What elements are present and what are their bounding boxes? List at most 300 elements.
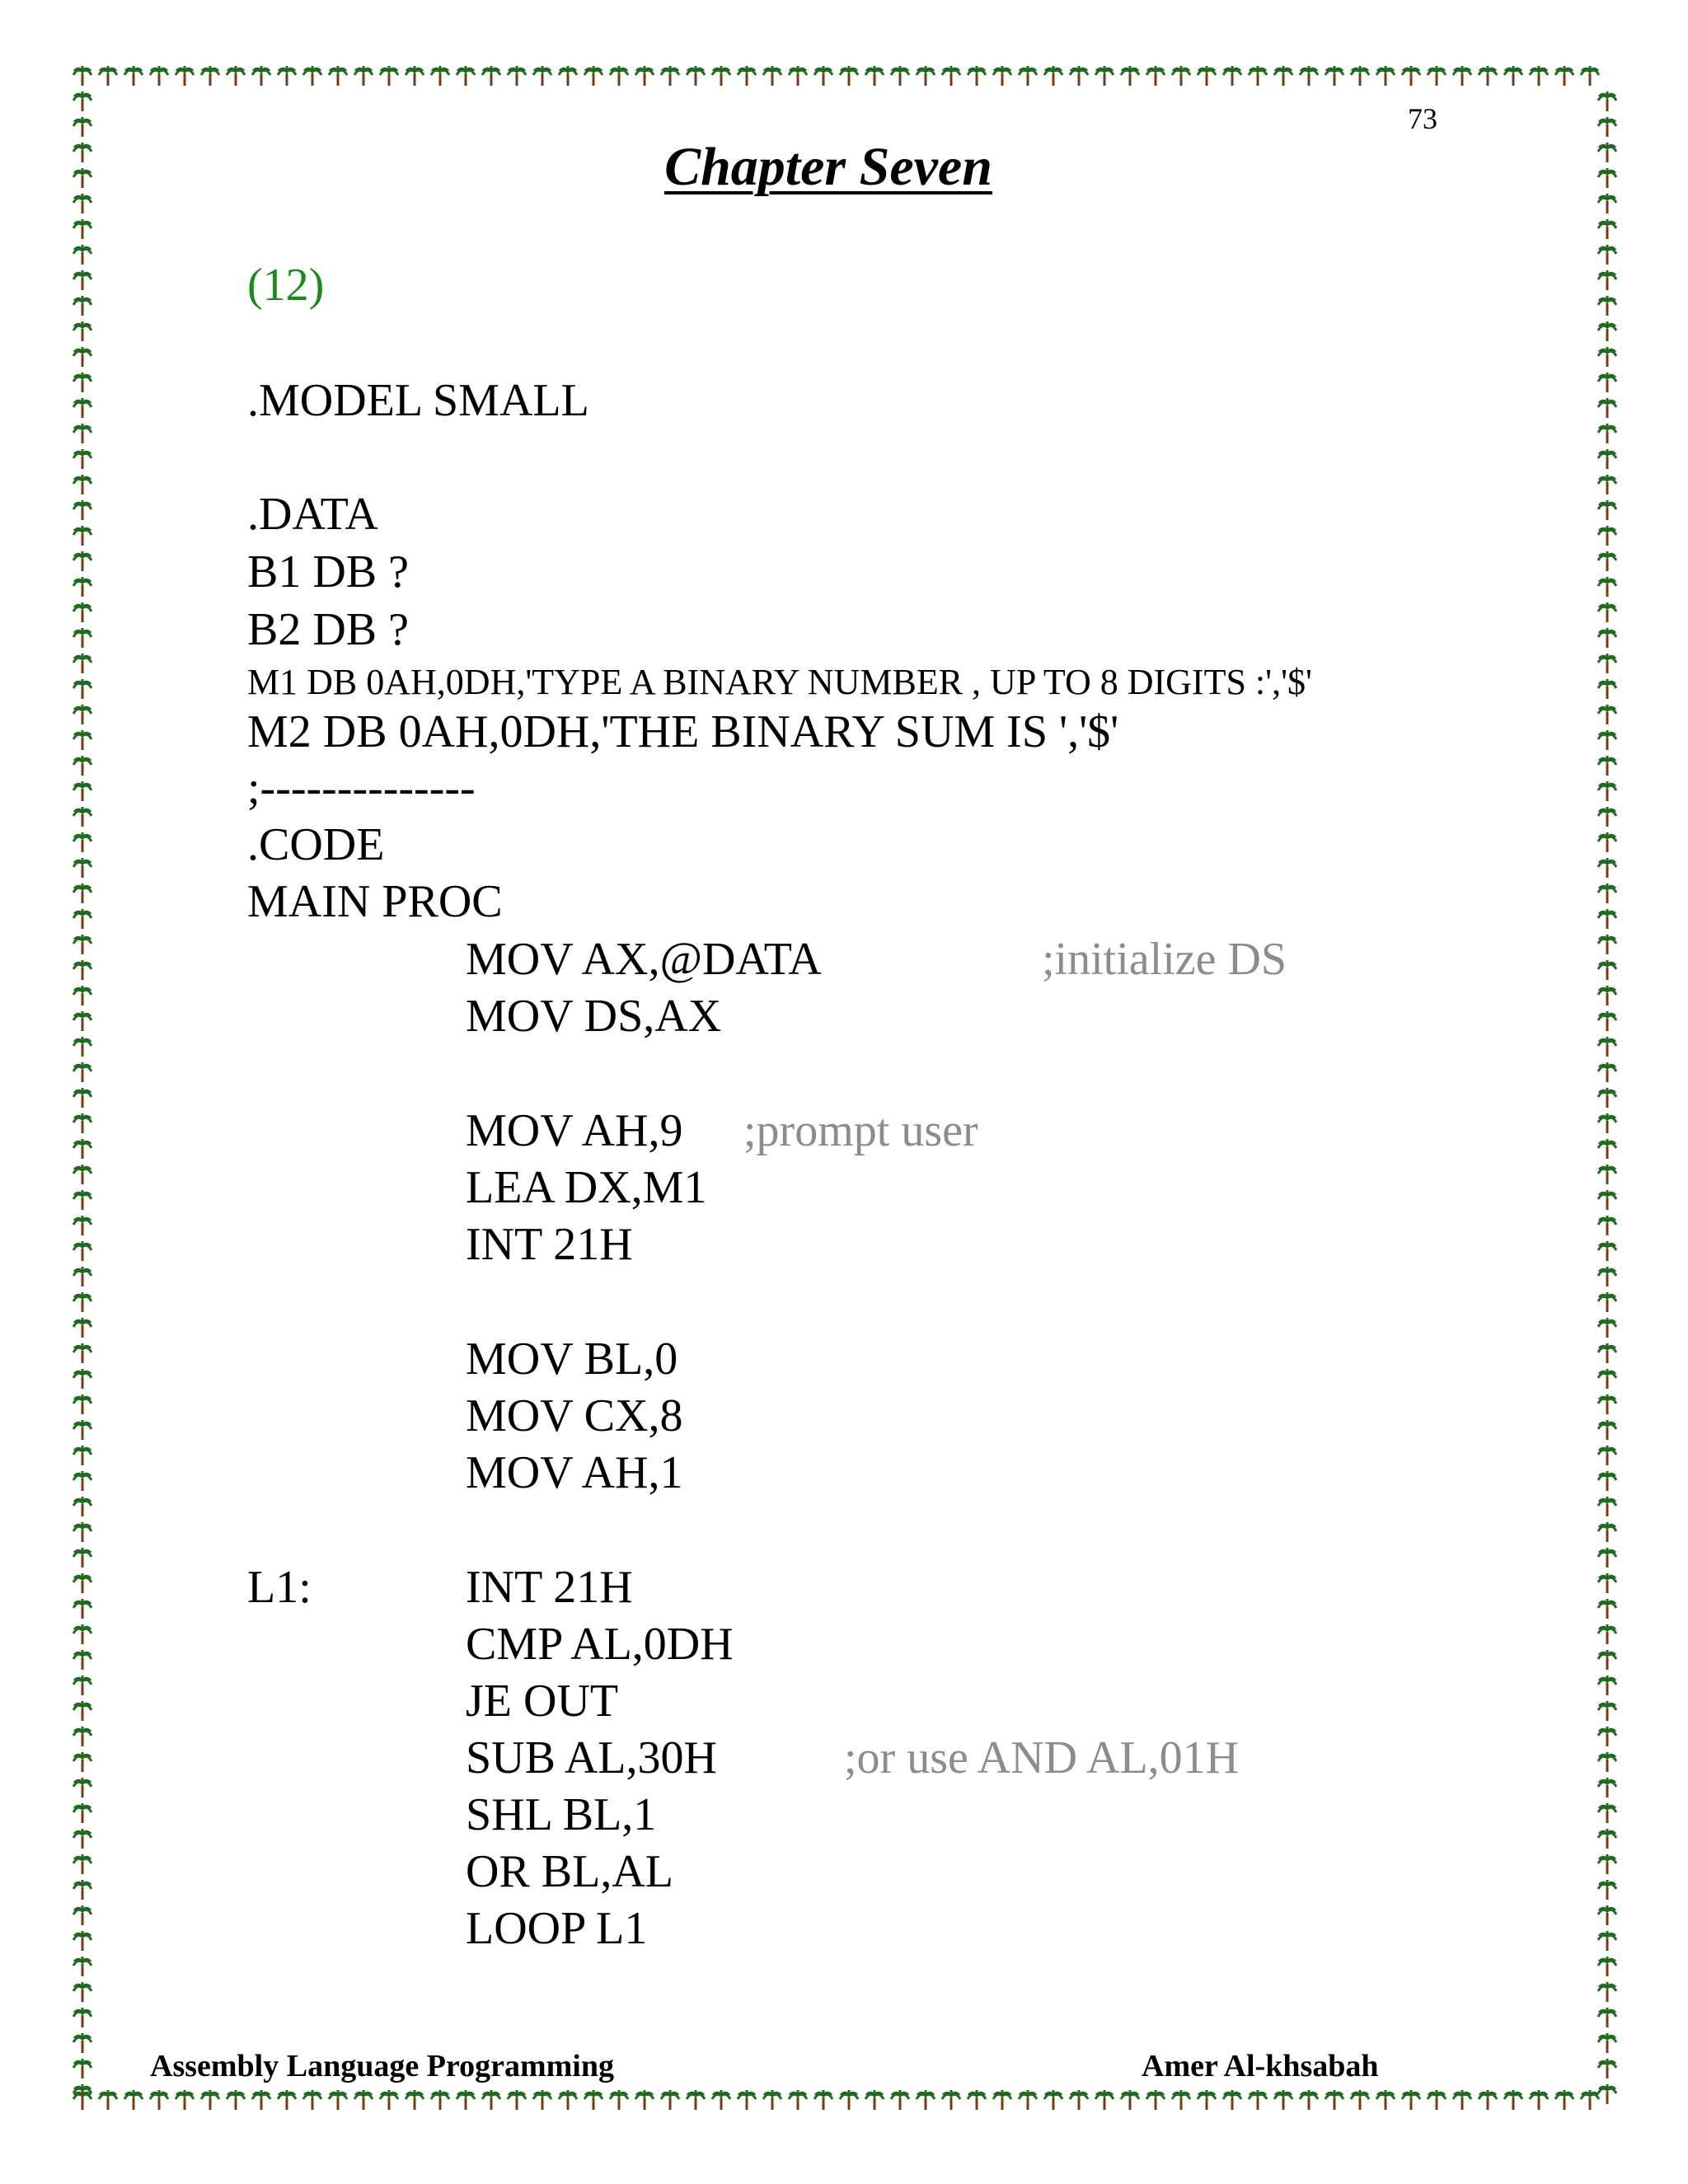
- palm-tree-icon: [993, 66, 1011, 86]
- palm-tree-icon: [1453, 66, 1471, 86]
- code-model-line: .MODEL SMALL: [247, 375, 589, 426]
- palm-tree-icon: [73, 219, 91, 239]
- palm-tree-icon: [635, 66, 654, 86]
- palm-tree-icon: [1095, 66, 1114, 86]
- palm-tree-icon: [278, 2090, 296, 2110]
- palm-tree-icon: [1598, 219, 1616, 239]
- page-number: 73: [1408, 102, 1437, 135]
- palm-tree-icon: [1598, 1624, 1616, 1644]
- palm-tree-icon: [73, 475, 91, 494]
- palm-tree-icon: [687, 2090, 705, 2110]
- palm-tree-icon: [508, 2090, 526, 2110]
- palm-tree-icon: [1598, 2008, 1616, 2027]
- palm-tree-icon: [1598, 424, 1616, 443]
- palm-tree-icon: [73, 270, 91, 290]
- palm-tree-icon: [150, 2090, 168, 2110]
- code-data-directive: .DATA: [247, 489, 378, 540]
- palm-tree-icon: [1598, 628, 1616, 648]
- palm-tree-icon: [73, 1829, 91, 1849]
- palm-tree-icon: [917, 66, 935, 86]
- palm-tree-icon: [1274, 2090, 1292, 2110]
- comment-initialize-ds: ;initialize DS: [1042, 934, 1287, 985]
- palm-tree-icon: [814, 66, 832, 86]
- palm-tree-icon: [1300, 2090, 1318, 2110]
- palm-tree-icon: [1376, 2090, 1395, 2110]
- palm-tree-icon: [73, 1292, 91, 1312]
- palm-tree-icon: [1598, 2033, 1616, 2053]
- palm-tree-icon: [252, 66, 270, 86]
- palm-tree-icon: [1274, 66, 1292, 86]
- palm-tree-icon: [1598, 577, 1616, 597]
- palm-tree-icon: [73, 832, 91, 852]
- palm-tree-icon: [1598, 1011, 1616, 1031]
- chapter-title: Chapter Seven: [664, 137, 992, 197]
- palm-tree-icon: [73, 2059, 91, 2079]
- palm-tree-icon: [1598, 1931, 1616, 1951]
- palm-tree-icon: [1598, 654, 1616, 673]
- palm-tree-icon: [1598, 730, 1616, 750]
- palm-tree-icon: [380, 2090, 398, 2110]
- palm-tree-icon: [1598, 602, 1616, 622]
- palm-tree-icon: [73, 526, 91, 546]
- palm-tree-icon: [73, 883, 91, 903]
- palm-tree-icon: [303, 66, 321, 86]
- palm-tree-icon: [1581, 66, 1599, 86]
- palm-tree-icon: [73, 756, 91, 776]
- palm-tree-icon: [1598, 2059, 1616, 2079]
- palm-tree-icon: [73, 654, 91, 673]
- palm-tree-icon: [942, 2090, 960, 2110]
- palm-tree-icon: [227, 2090, 245, 2110]
- palm-tree-icon: [73, 1573, 91, 1593]
- code-or-bl: OR BL,AL: [466, 1846, 673, 1897]
- palm-tree-icon: [1598, 1599, 1616, 1619]
- palm-tree-icon: [789, 2090, 807, 2110]
- palm-tree-icon: [73, 551, 91, 571]
- palm-tree-icon: [1044, 66, 1062, 86]
- palm-tree-icon: [73, 296, 91, 316]
- palm-tree-icon: [380, 66, 398, 86]
- palm-tree-icon: [1598, 1880, 1616, 1900]
- code-mov-ah-9: MOV AH,9: [466, 1105, 683, 1156]
- palm-tree-icon: [1598, 960, 1616, 980]
- palm-tree-icon: [1598, 705, 1616, 724]
- palm-tree-icon: [1598, 1165, 1616, 1184]
- palm-tree-icon: [712, 2090, 730, 2110]
- palm-tree-icon: [1376, 66, 1395, 86]
- palm-tree-icon: [1598, 551, 1616, 571]
- palm-tree-icon: [1598, 1037, 1616, 1057]
- palm-tree-icon: [73, 373, 91, 392]
- palm-tree-icon: [73, 1420, 91, 1440]
- palm-tree-icon: [73, 730, 91, 750]
- footer-author: Amer Al-khsabah: [1142, 2049, 1379, 2083]
- palm-tree-icon: [73, 1241, 91, 1261]
- palm-tree-icon: [1598, 832, 1616, 852]
- palm-tree-icon: [1598, 1113, 1616, 1133]
- palm-tree-icon: [687, 66, 705, 86]
- palm-tree-icon: [1598, 1650, 1616, 1670]
- palm-tree-icon: [1095, 2090, 1114, 2110]
- palm-tree-icon: [73, 1343, 91, 1363]
- palm-tree-icon: [252, 2090, 270, 2110]
- palm-tree-icon: [329, 66, 347, 86]
- palm-tree-icon: [73, 909, 91, 929]
- palm-tree-icon: [1598, 398, 1616, 418]
- palm-tree-icon: [73, 66, 91, 86]
- code-cmp-al: CMP AL,0DH: [466, 1619, 734, 1670]
- palm-tree-icon: [1428, 2090, 1446, 2110]
- palm-tree-icon: [73, 1905, 91, 1925]
- code-b2-line: B2 DB ?: [247, 604, 409, 655]
- palm-tree-icon: [73, 1471, 91, 1491]
- code-int-21h-1: INT 21H: [466, 1219, 633, 1270]
- code-mov-ax-data: MOV AX,@DATA: [466, 934, 822, 985]
- palm-tree-icon: [1598, 1675, 1616, 1695]
- palm-tree-icon: [73, 2008, 91, 2027]
- palm-tree-icon: [1598, 1497, 1616, 1516]
- code-code-directive: .CODE: [247, 819, 385, 870]
- palm-tree-icon: [1530, 2090, 1548, 2110]
- palm-tree-icon: [73, 781, 91, 801]
- palm-tree-icon: [73, 1778, 91, 1797]
- palm-tree-icon: [1598, 1701, 1616, 1721]
- palm-tree-icon: [1598, 1420, 1616, 1440]
- palm-tree-icon: [1598, 117, 1616, 137]
- palm-tree-icon: [1598, 1292, 1616, 1312]
- palm-tree-icon: [1453, 2090, 1471, 2110]
- palm-tree-icon: [1598, 858, 1616, 878]
- palm-tree-icon: [1402, 2090, 1420, 2110]
- palm-tree-icon: [661, 66, 679, 86]
- palm-tree-icon: [1121, 2090, 1139, 2110]
- palm-tree-icon: [73, 1701, 91, 1721]
- palm-tree-icon: [124, 66, 143, 86]
- palm-tree-icon: [917, 2090, 935, 2110]
- palm-tree-icon: [1598, 1727, 1616, 1746]
- code-lea-dx-m1: LEA DX,M1: [466, 1162, 707, 1213]
- palm-tree-icon: [73, 1037, 91, 1057]
- palm-tree-icon: [968, 66, 986, 86]
- palm-tree-icon: [865, 66, 884, 86]
- palm-tree-icon: [73, 1548, 91, 1568]
- palm-tree-icon: [1598, 1088, 1616, 1108]
- palm-tree-icon: [559, 66, 577, 86]
- palm-tree-icon: [712, 66, 730, 86]
- palm-tree-icon: [1402, 66, 1420, 86]
- code-loop-l1: LOOP L1: [466, 1903, 648, 1954]
- code-main-proc: MAIN PROC: [247, 876, 503, 927]
- palm-tree-icon: [533, 66, 551, 86]
- palm-tree-icon: [73, 424, 91, 443]
- palm-tree-icon: [73, 1190, 91, 1210]
- code-je-out: JE OUT: [466, 1675, 619, 1727]
- palm-tree-icon: [303, 2090, 321, 2110]
- palm-tree-icon: [406, 66, 424, 86]
- palm-tree-icon: [1598, 2084, 1616, 2104]
- palm-tree-icon: [1598, 679, 1616, 699]
- palm-tree-icon: [73, 1650, 91, 1670]
- palm-tree-icon: [73, 1318, 91, 1338]
- palm-tree-icon: [73, 807, 91, 827]
- palm-tree-icon: [73, 1752, 91, 1772]
- palm-tree-icon: [1598, 935, 1616, 954]
- palm-tree-icon: [73, 1599, 91, 1619]
- palm-tree-icon: [1428, 66, 1446, 86]
- palm-tree-icon: [1479, 2090, 1497, 2110]
- palm-tree-icon: [176, 2090, 194, 2110]
- palm-tree-icon: [1598, 1854, 1616, 1874]
- palm-tree-icon: [1019, 2090, 1037, 2110]
- palm-tree-icon: [1300, 66, 1318, 86]
- palm-tree-icon: [124, 2090, 143, 2110]
- palm-tree-icon: [1172, 2090, 1190, 2110]
- palm-tree-icon: [406, 2090, 424, 2110]
- palm-tree-icon: [1121, 66, 1139, 86]
- palm-tree-icon: [73, 321, 91, 341]
- palm-tree-icon: [73, 705, 91, 724]
- code-mov-ah-1: MOV AH,1: [466, 1447, 683, 1498]
- palm-tree-icon: [1598, 1752, 1616, 1772]
- palm-tree-icon: [227, 66, 245, 86]
- palm-tree-icon: [1598, 347, 1616, 367]
- palm-tree-icon: [73, 1982, 91, 2002]
- palm-tree-icon: [1044, 2090, 1062, 2110]
- comment-or-use-and: ;or use AND AL,01H: [844, 1732, 1240, 1783]
- palm-tree-icon: [1598, 500, 1616, 520]
- palm-tree-icon: [610, 66, 628, 86]
- palm-tree-icon: [73, 500, 91, 520]
- palm-tree-icon: [1223, 2090, 1241, 2110]
- palm-tree-icon: [1598, 1216, 1616, 1235]
- palm-tree-icon: [73, 1216, 91, 1235]
- code-m1-line: M1 DB 0AH,0DH,'TYPE A BINARY NUMBER , UP TO 8 DIGITS :','$': [247, 662, 1312, 702]
- palm-tree-icon: [1598, 756, 1616, 776]
- palm-tree-icon: [354, 66, 373, 86]
- palm-tree-icon: [1598, 1905, 1616, 1925]
- palm-tree-icon: [559, 2090, 577, 2110]
- palm-tree-icon: [482, 2090, 500, 2110]
- code-b1-line: B1 DB ?: [247, 546, 409, 598]
- palm-tree-icon: [73, 398, 91, 418]
- comment-prompt-user: ;prompt user: [743, 1105, 978, 1156]
- palm-tree-icon: [508, 66, 526, 86]
- palm-tree-icon: [1598, 91, 1616, 111]
- code-separator: ;--------------: [247, 762, 476, 813]
- palm-tree-icon: [1555, 2090, 1573, 2110]
- palm-tree-icon: [1598, 909, 1616, 929]
- palm-tree-icon: [73, 1522, 91, 1542]
- palm-tree-icon: [763, 66, 781, 86]
- palm-tree-icon: [1351, 66, 1369, 86]
- palm-tree-icon: [73, 449, 91, 469]
- palm-tree-icon: [73, 960, 91, 980]
- palm-tree-icon: [635, 2090, 654, 2110]
- palm-tree-icon: [73, 1931, 91, 1951]
- palm-tree-icon: [1598, 1139, 1616, 1159]
- palm-tree-icon: [73, 1854, 91, 1874]
- palm-tree-icon: [1598, 373, 1616, 392]
- code-label-l1: L1:: [247, 1562, 312, 1613]
- palm-tree-icon: [1598, 526, 1616, 546]
- palm-tree-icon: [1598, 1267, 1616, 1286]
- palm-tree-icon: [1598, 1190, 1616, 1210]
- palm-tree-icon: [1598, 270, 1616, 290]
- code-m2-line: M2 DB 0AH,0DH,'THE BINARY SUM IS ','$': [247, 706, 1119, 757]
- palm-tree-icon: [993, 2090, 1011, 2110]
- palm-tree-icon: [176, 66, 194, 86]
- palm-tree-icon: [1479, 66, 1497, 86]
- palm-tree-icon: [354, 2090, 373, 2110]
- palm-tree-icon: [1070, 2090, 1088, 2110]
- palm-tree-icon: [73, 1957, 91, 1976]
- palm-tree-icon: [1598, 1318, 1616, 1338]
- palm-tree-icon: [73, 1113, 91, 1133]
- palm-tree-icon: [1172, 66, 1190, 86]
- palm-tree-icon: [1598, 194, 1616, 213]
- code-mov-cx-8: MOV CX,8: [466, 1390, 683, 1441]
- palm-tree-icon: [73, 858, 91, 878]
- palm-tree-icon: [1598, 296, 1616, 316]
- palm-tree-icon: [73, 1446, 91, 1465]
- palm-tree-icon: [431, 66, 449, 86]
- code-mov-bl-0: MOV BL,0: [466, 1333, 678, 1385]
- palm-tree-icon: [1504, 66, 1522, 86]
- palm-tree-icon: [891, 2090, 909, 2110]
- palm-tree-icon: [73, 347, 91, 367]
- palm-tree-icon: [1581, 2090, 1599, 2110]
- palm-tree-icon: [1598, 1982, 1616, 2002]
- palm-tree-icon: [1598, 1241, 1616, 1261]
- palm-tree-icon: [1598, 449, 1616, 469]
- palm-tree-icon: [482, 66, 500, 86]
- palm-tree-icon: [73, 1624, 91, 1644]
- palm-tree-icon: [533, 2090, 551, 2110]
- palm-tree-icon: [763, 2090, 781, 2110]
- code-int-21h-2: INT 21H: [466, 1562, 633, 1613]
- palm-tree-icon: [1598, 1471, 1616, 1491]
- palm-tree-icon: [1555, 66, 1573, 86]
- palm-tree-icon: [73, 1369, 91, 1389]
- palm-tree-icon: [73, 91, 91, 111]
- palm-tree-icon: [1598, 245, 1616, 265]
- palm-tree-icon: [1598, 883, 1616, 903]
- palm-tree-icon: [865, 2090, 884, 2110]
- palm-tree-icon: [1598, 1343, 1616, 1363]
- palm-tree-icon: [201, 66, 219, 86]
- palm-tree-icon: [1598, 1957, 1616, 1976]
- palm-tree-icon: [73, 194, 91, 213]
- palm-tree-icon: [73, 577, 91, 597]
- palm-tree-icon: [73, 986, 91, 1005]
- palm-tree-icon: [1598, 1394, 1616, 1414]
- code-mov-ds-ax: MOV DS,AX: [466, 991, 722, 1042]
- palm-tree-icon: [73, 1267, 91, 1286]
- palm-tree-icon: [73, 1803, 91, 1823]
- palm-tree-icon: [1598, 1548, 1616, 1568]
- palm-tree-icon: [1598, 321, 1616, 341]
- palm-tree-icon: [1146, 2090, 1165, 2110]
- palm-tree-icon: [73, 117, 91, 137]
- palm-tree-icon: [73, 628, 91, 648]
- palm-tree-icon: [73, 1497, 91, 1516]
- palm-tree-icon: [73, 2033, 91, 2053]
- palm-tree-icon: [73, 1088, 91, 1108]
- palm-tree-icon: [738, 66, 756, 86]
- palm-tree-icon: [1598, 1062, 1616, 1082]
- palm-tree-icon: [73, 245, 91, 265]
- palm-tree-icon: [840, 66, 858, 86]
- palm-tree-icon: [73, 1880, 91, 1900]
- palm-tree-icon: [457, 66, 475, 86]
- palm-tree-icon: [73, 1394, 91, 1414]
- palm-tree-icon: [1598, 475, 1616, 494]
- palm-tree-icon: [891, 66, 909, 86]
- palm-tree-icon: [73, 1165, 91, 1184]
- palm-tree-icon: [201, 2090, 219, 2110]
- palm-tree-icon: [1598, 781, 1616, 801]
- palm-tree-icon: [789, 66, 807, 86]
- palm-tree-icon: [73, 1062, 91, 1082]
- palm-tree-icon: [73, 1011, 91, 1031]
- palm-tree-icon: [150, 66, 168, 86]
- palm-tree-icon: [1598, 1522, 1616, 1542]
- palm-tree-icon: [1598, 1446, 1616, 1465]
- palm-tree-icon: [1351, 2090, 1369, 2110]
- palm-tree-icon: [1598, 1829, 1616, 1849]
- palm-tree-icon: [1198, 2090, 1216, 2110]
- code-sub-al: SUB AL,30H: [466, 1732, 717, 1783]
- palm-tree-icon: [99, 2090, 117, 2110]
- palm-tree-icon: [431, 2090, 449, 2110]
- palm-tree-icon: [968, 2090, 986, 2110]
- palm-tree-icon: [584, 66, 603, 86]
- palm-tree-icon: [73, 679, 91, 699]
- palm-tree-icon: [1198, 66, 1216, 86]
- palm-tree-icon: [329, 2090, 347, 2110]
- palm-tree-icon: [278, 66, 296, 86]
- palm-tree-icon: [840, 2090, 858, 2110]
- palm-tree-icon: [1146, 66, 1165, 86]
- palm-tree-icon: [584, 2090, 603, 2110]
- palm-tree-icon: [1598, 1803, 1616, 1823]
- palm-tree-icon: [99, 66, 117, 86]
- palm-tree-icon: [1504, 2090, 1522, 2110]
- palm-tree-icon: [610, 2090, 628, 2110]
- palm-tree-icon: [942, 66, 960, 86]
- palm-tree-icon: [738, 2090, 756, 2110]
- palm-tree-icon: [1019, 66, 1037, 86]
- palm-tree-icon: [1598, 807, 1616, 827]
- palm-tree-icon: [1598, 1369, 1616, 1389]
- palm-tree-icon: [1530, 66, 1548, 86]
- palm-tree-icon: [1598, 1573, 1616, 1593]
- palm-tree-icon: [1325, 66, 1343, 86]
- palm-tree-icon: [73, 1675, 91, 1695]
- palm-tree-icon: [1070, 66, 1088, 86]
- code-shl-bl: SHL BL,1: [466, 1789, 657, 1840]
- exercise-number: (12): [247, 260, 325, 311]
- palm-tree-icon: [814, 2090, 832, 2110]
- palm-tree-icon: [1325, 2090, 1343, 2110]
- footer-book-title: Assembly Language Programming: [150, 2049, 614, 2083]
- palm-tree-icon: [1249, 66, 1267, 86]
- palm-tree-icon: [73, 935, 91, 954]
- palm-tree-icon: [73, 1139, 91, 1159]
- palm-tree-icon: [1598, 1778, 1616, 1797]
- palm-tree-icon: [1249, 2090, 1267, 2110]
- palm-tree-icon: [1223, 66, 1241, 86]
